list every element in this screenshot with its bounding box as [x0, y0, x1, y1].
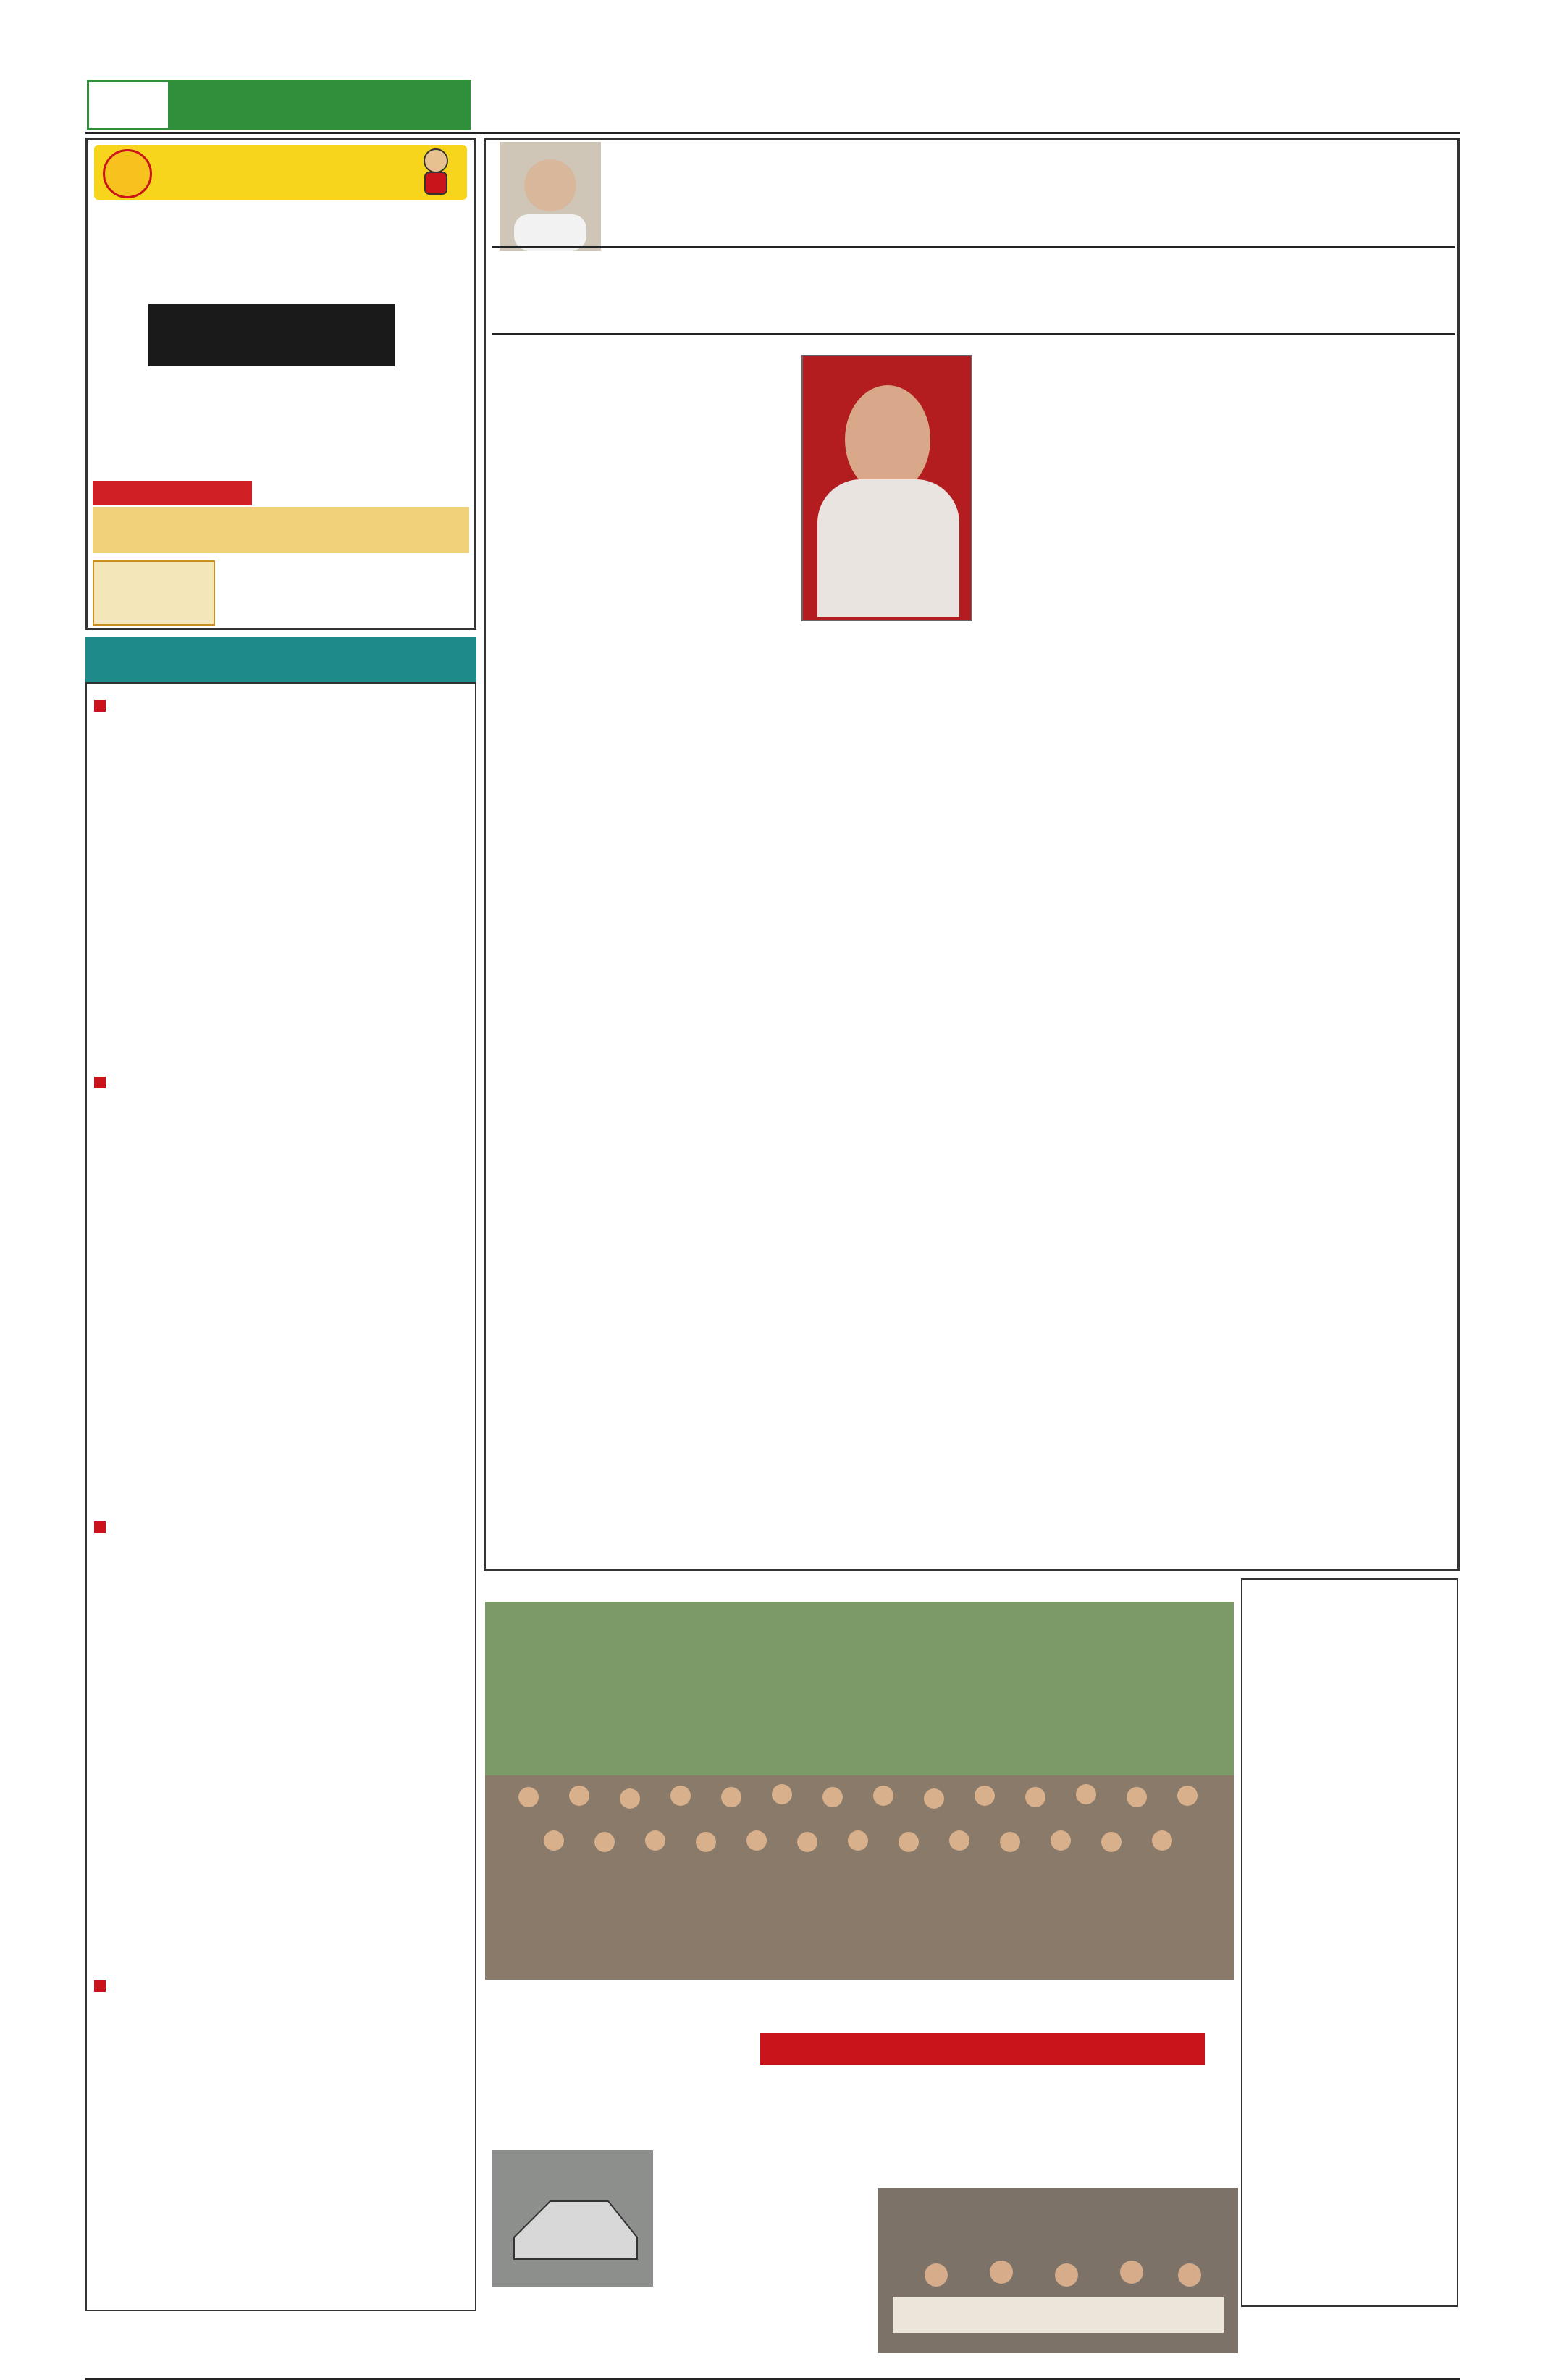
culture-col-2	[802, 647, 1121, 944]
page-number-box	[87, 80, 170, 130]
culture-col-1	[495, 348, 792, 1564]
culture-col-3	[981, 350, 1140, 640]
laughing-face-icon	[103, 149, 152, 198]
author-photo	[500, 142, 601, 251]
bullet-icon	[94, 700, 106, 712]
meeting-photo-icon	[878, 2188, 1238, 2353]
crashed-car-icon	[492, 2150, 653, 2287]
bullet-icon	[94, 1077, 106, 1088]
gandhi-col-4	[1245, 2310, 1455, 2375]
amrutha-quote	[93, 507, 469, 553]
letter-3-body	[94, 1539, 471, 1923]
letter-2	[94, 1070, 471, 1457]
kerala-body	[492, 2291, 653, 2378]
bangladesh-body	[1250, 1768, 1450, 2297]
author-portrait-icon	[500, 142, 601, 251]
nakkare-title-bar	[94, 145, 467, 200]
letter-1-body	[94, 718, 471, 1022]
letter-2-body	[94, 1095, 471, 1457]
meeting-photo	[878, 2188, 1238, 2353]
letter-4-body	[94, 1998, 471, 2252]
professor-body	[817, 479, 959, 617]
belagavi-banner	[760, 2033, 1205, 2065]
letters-title-bar	[85, 637, 476, 682]
veda-left	[93, 560, 215, 626]
brand-logo	[148, 304, 395, 366]
group-photo-caption	[492, 1982, 1231, 2038]
veda-box	[93, 560, 469, 623]
professor-photo	[801, 355, 972, 621]
group-photo	[485, 1602, 1234, 1980]
header-rule	[85, 132, 1460, 134]
bangladesh-box	[1241, 1578, 1458, 2307]
culture-rule	[492, 246, 1455, 248]
letter-4	[94, 1974, 471, 2252]
letter-1	[94, 694, 471, 1022]
culture-col-4-mid	[1148, 579, 1452, 746]
culture-rule-2	[492, 333, 1455, 335]
cartoon-figure-icon	[411, 146, 461, 198]
letter-3	[94, 1515, 471, 1923]
culture-col-2b	[802, 973, 1121, 1183]
professor-face	[845, 385, 930, 494]
accident-photo	[492, 2150, 653, 2287]
gandhi-col-1	[666, 2190, 872, 2378]
amrutha-title	[93, 481, 252, 505]
nakkare-box	[85, 138, 476, 630]
bullet-icon	[94, 1980, 106, 1992]
bullet-icon	[94, 1521, 106, 1533]
group-photo-icon	[485, 1602, 1234, 1980]
